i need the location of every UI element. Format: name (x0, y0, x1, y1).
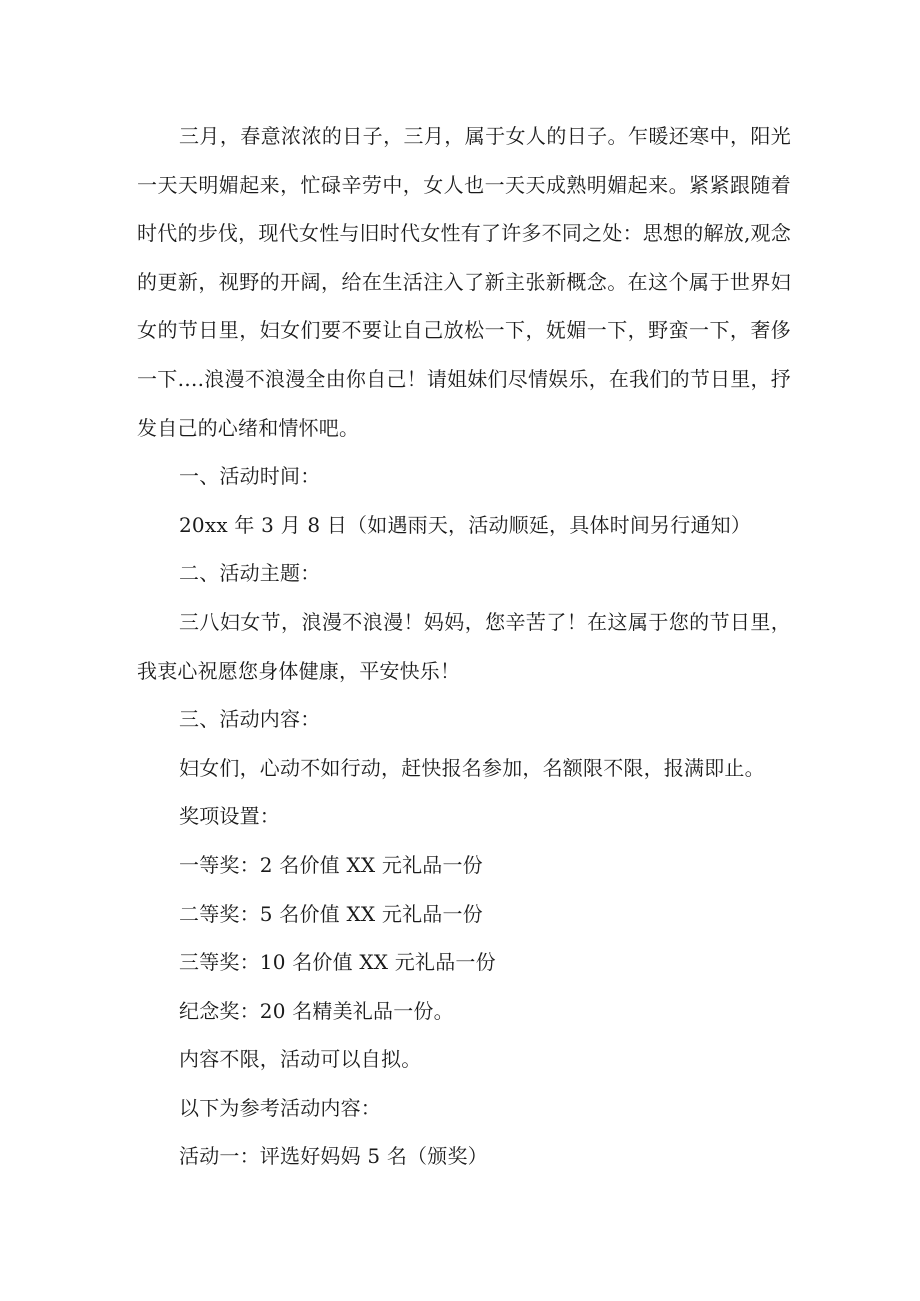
intro-paragraph: 三月，春意浓浓的日子，三月，属于女人的日子。乍暖还寒中，阳光一天天明媚起来，忙碌辛劳中，女人也一天天成熟明媚起来。紧紧跟随着时代的步伐，现代女性与旧时代女性有了许多不同之处：思想的解放,观念的更新，视野的开阔，给在生活注入了新主张新概念。在这个属于世界妇女的节日里，妇女们要不要让自己放松一下，妩媚一下，野蛮一下，奢侈一下….浪漫不浪漫全由你自己！请姐妹们尽情娱乐，在我们的节日里，抒发自己的心绪和情怀吧。 (137, 124, 791, 440)
theme-paragraph: 三八妇女节，浪漫不浪漫！妈妈，您辛苦了！在这属于您的节日里，我衷心祝愿您身体健康，平安快乐！ (137, 609, 791, 683)
section-heading-theme: 二、活动主题： (179, 561, 321, 586)
content-unlimited-text: 内容不限，活动可以自拟。 (179, 1047, 422, 1072)
award-item-first: 一等奖：2 名价值 XX 元礼品一份 (179, 852, 483, 877)
activity-date-text: 20xx 年 3 月 8 日（如遇雨天，活动顺延，具体时间另行通知） (179, 512, 752, 537)
award-item-commemorative: 纪念奖：20 名精美礼品一份。 (179, 998, 454, 1023)
document-body (137, 112, 791, 1181)
section-heading-time: 一、活动时间： (179, 464, 321, 489)
awards-heading: 奖项设置： (179, 804, 280, 829)
award-item-third: 三等奖：10 名价值 XX 元礼品一份 (179, 950, 496, 975)
signup-text: 妇女们，心动不如行动，赶快报名参加，名额限不限，报满即止。 (179, 755, 765, 780)
section-heading-content: 三、活动内容： (179, 707, 321, 732)
award-item-second: 二等奖：5 名价值 XX 元礼品一份 (179, 901, 483, 926)
activity-one-text: 活动一：评选好妈妈 5 名（颁奖） (179, 1144, 488, 1169)
reference-heading: 以下为参考活动内容： (179, 1095, 381, 1120)
